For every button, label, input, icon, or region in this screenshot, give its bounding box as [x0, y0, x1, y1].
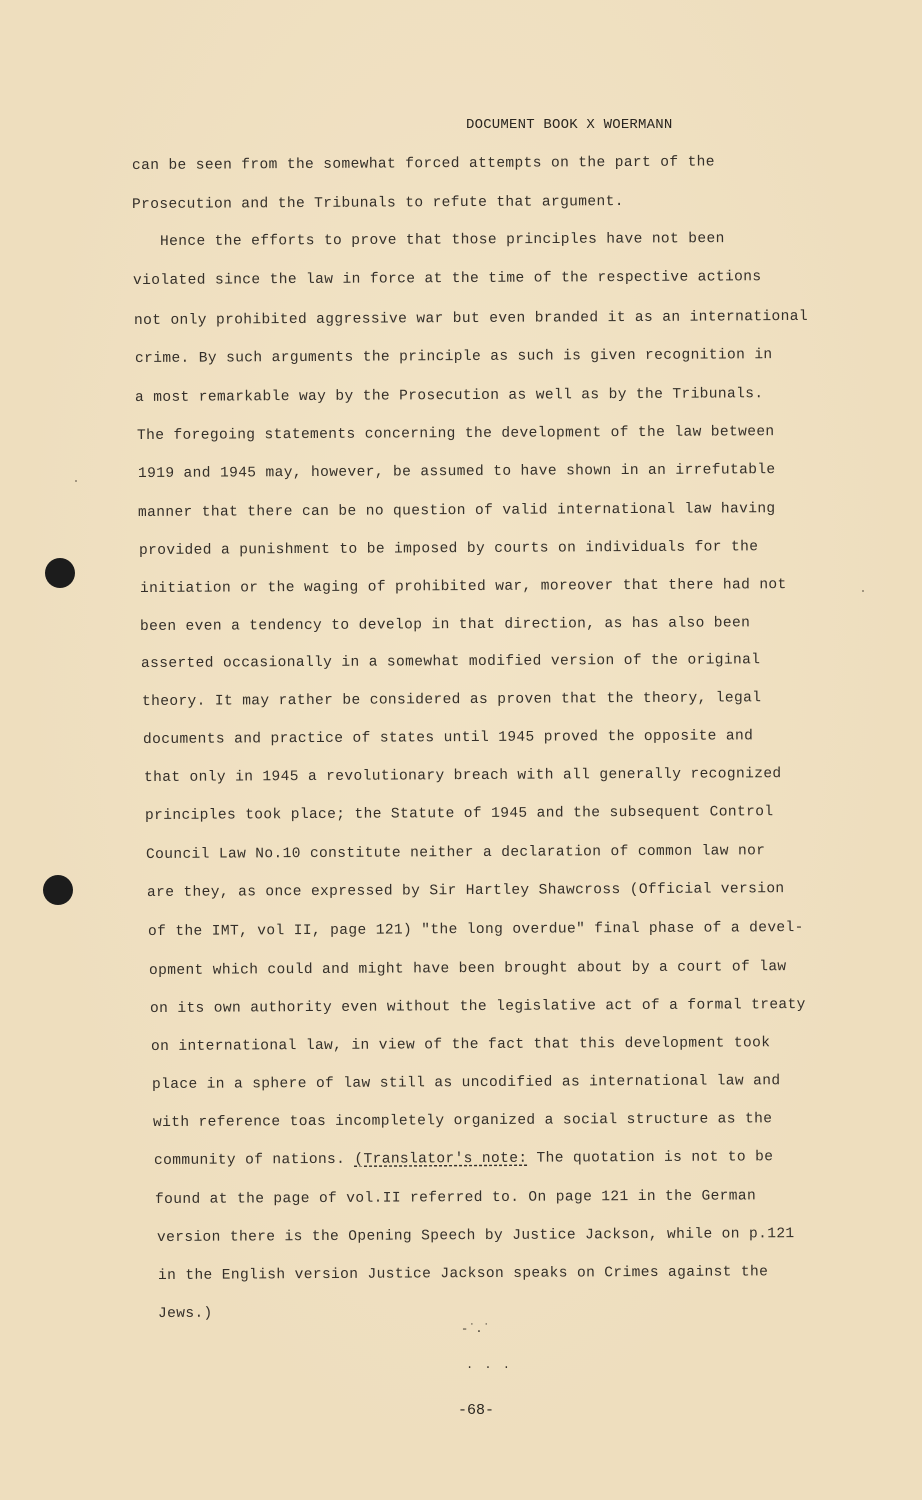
text-line: with reference toas incompletely organized a social structure as the [152, 1111, 773, 1131]
text-line: found at the page of vol.II referred to. On page 121 in the German [154, 1188, 757, 1208]
text-line: documents and practice of states until 1945 proved the opposite and [142, 728, 754, 748]
page-number: -68- [458, 1402, 495, 1419]
translator-note-label: (Translator's note: [354, 1150, 528, 1168]
text-line: Prosecution and the Tribunals to refute that argument. [131, 193, 624, 213]
text-line: in the English version Justice Jackson speaks on Crimes against the [157, 1264, 769, 1284]
text-line: version there is the Opening Speech by Justice Jackson, while on p.121 [156, 1226, 795, 1246]
text-line: of the IMT, vol II, page 121) "the long overdue" final phase of a devel- [147, 919, 804, 940]
stray-marks: -˙.˙ [461, 1322, 490, 1336]
text-line: are they, as once expressed by Sir Hartley Shawcross (Official version [146, 881, 785, 901]
stray-marks: . . . [466, 1358, 513, 1372]
text-line: can be seen from the somewhat forced attempts on the part of the [131, 154, 715, 174]
text-line: manner that there can be no question of valid international law having [137, 501, 776, 521]
document-header: DOCUMENT BOOK X WOERMANN [466, 117, 673, 133]
text-line: principles took place; the Statute of 1945 and the subsequent Control [144, 804, 774, 824]
text-line: crime. By such arguments the principle as such is given recognition in [134, 347, 773, 367]
text-line: Council Law No.10 constitute neither a declaration of common law nor [145, 843, 766, 863]
text-line: Hence the efforts to prove that those principles have not been [159, 231, 725, 250]
text-line: The foregoing statements concerning the development of the law between [136, 424, 775, 444]
text-line: that only in 1945 a revolutionary breach with all generally recognized [143, 766, 782, 786]
text-line: violated since the law in force at the time of the respective actions [132, 269, 762, 289]
text-line: theory. It may rather be considered as proven that the theory, legal [141, 690, 762, 710]
text-line: provided a punishment to be imposed by courts on individuals for the [138, 539, 759, 559]
paper-speck [862, 590, 864, 592]
paper-speck [75, 480, 77, 482]
text-line: a most remarkable way by the Prosecution as well as by the Tribunals. [134, 386, 764, 406]
text-fragment: community of nations. [153, 1151, 346, 1169]
text-line: Jews.) [157, 1305, 213, 1322]
text-fragment: The quotation is not to be [536, 1149, 774, 1167]
text-line: place in a sphere of law still as uncodified as international law and [151, 1073, 781, 1093]
text-line [154, 1149, 773, 1169]
text-line: on international law, in view of the fact that this development took [150, 1035, 771, 1055]
text-line: opment which could and might have been brought about by a court of law [148, 959, 787, 979]
text-line: been even a tendency to develop in that direction, as has also been [139, 615, 751, 635]
text-line: not only prohibited aggressive war but even branded it as an international [133, 308, 809, 329]
punch-hole [43, 875, 73, 905]
text-line: on its own authority even without the legislative act of a formal treaty [149, 996, 806, 1017]
punch-hole [45, 558, 75, 588]
text-line: asserted occasionally in a somewhat modified version of the original [140, 652, 761, 672]
text-line: 1919 and 1945 may, however, be assumed to have shown in an irrefutable [137, 462, 776, 482]
text-line: initiation or the waging of prohibited war, moreover that there had not [139, 577, 787, 597]
